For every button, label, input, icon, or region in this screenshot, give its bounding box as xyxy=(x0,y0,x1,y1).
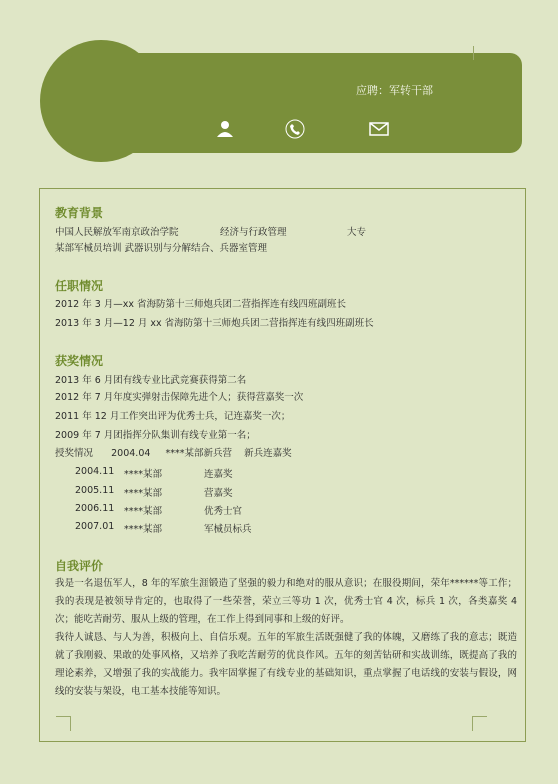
award-unit: ****某部 xyxy=(124,469,163,480)
education-major: 经济与行政管理 xyxy=(220,227,287,238)
corner-mark-bottom-left xyxy=(56,716,71,731)
award-name: 连嘉奖 xyxy=(204,469,233,480)
award-date: 2004.11 xyxy=(75,466,115,477)
apply-position: 应聘：军转干部 xyxy=(356,84,433,97)
employment-title: 任职情况 xyxy=(55,279,104,293)
education-school: 中国人民解放军南京政治学院 xyxy=(55,227,179,238)
person-icon xyxy=(214,118,236,140)
corner-mark-top xyxy=(473,46,488,60)
award-line: 2011 年 12 月工作突出评为优秀士兵，记连嘉奖一次； xyxy=(55,411,291,422)
award-line: 2012 年 7 月年度实弹射击保障先进个人；获得营嘉奖一次 xyxy=(55,392,304,403)
award-line: 2013 年 6 月团有线专业比武竞赛获得第二名 xyxy=(55,375,247,386)
education-training: 某部军械员培训 武器识别与分解结合、兵器室管理 xyxy=(55,243,268,254)
award-name: 优秀士官 xyxy=(204,506,243,517)
award-date: 2006.11 xyxy=(75,503,115,514)
self-eval-title: 自我评价 xyxy=(55,559,104,573)
award-name: 军械员标兵 xyxy=(204,524,252,535)
education-title: 教育背景 xyxy=(55,206,104,220)
award-line: 2009 年 7 月团指挥分队集训有线专业第一名； xyxy=(55,430,256,441)
award-line: 授奖情况 2004.04 ****某部新兵营 新兵连嘉奖 xyxy=(55,448,292,459)
self-eval-paragraph: 我待人诚恳、与人为善，积极向上、自信乐观。五年的军旅生活既强健了我的体魄，又磨练了我的意志；既造就了我刚毅、果敢的处事风格，又培养了我吃苦耐劳的优良作风。五年的刻苦钻研和实战训练，既提高了我的理论素养，又增强了我的实战能力。我牢固掌握了有线专业的基础知识，重点掌握了电话线的安装与假设，网线的安装与架设，电工基本技能等知识。 xyxy=(55,632,517,697)
mail-icon xyxy=(368,118,390,140)
award-unit: ****某部 xyxy=(124,488,163,499)
corner-mark-bottom-right xyxy=(472,716,487,731)
employment-line: 2013 年 3 月—12 月 xx 省海防第十三师炮兵团二营指挥连有线四班副班长 xyxy=(55,318,374,329)
award-name: 营嘉奖 xyxy=(204,488,233,499)
phone-icon xyxy=(284,118,306,140)
self-eval-paragraph: 我是一名退伍军人，8 年的军旅生涯锻造了坚强的毅力和绝对的服从意识；在服役期间，荣年******等工作；我的表现是被领导肯定的，也取得了一些荣誉，荣立三等功 1 次，优秀士官 4 次，标兵 1 次，各类嘉奖 4 次；能吃苦耐劳、服从上级的管理，在工作上得到同事和上级的好评。 xyxy=(55,578,517,625)
education-degree: 大专 xyxy=(347,227,367,238)
award-unit: ****某部 xyxy=(124,506,163,517)
award-date: 2007.01 xyxy=(75,521,115,532)
awards-title: 获奖情况 xyxy=(55,354,104,368)
award-date: 2005.11 xyxy=(75,485,115,496)
employment-line: 2012 年 3 月—xx 省海防第十三师炮兵团二营指挥连有线四班副班长 xyxy=(55,299,347,310)
award-unit: ****某部 xyxy=(124,524,163,535)
